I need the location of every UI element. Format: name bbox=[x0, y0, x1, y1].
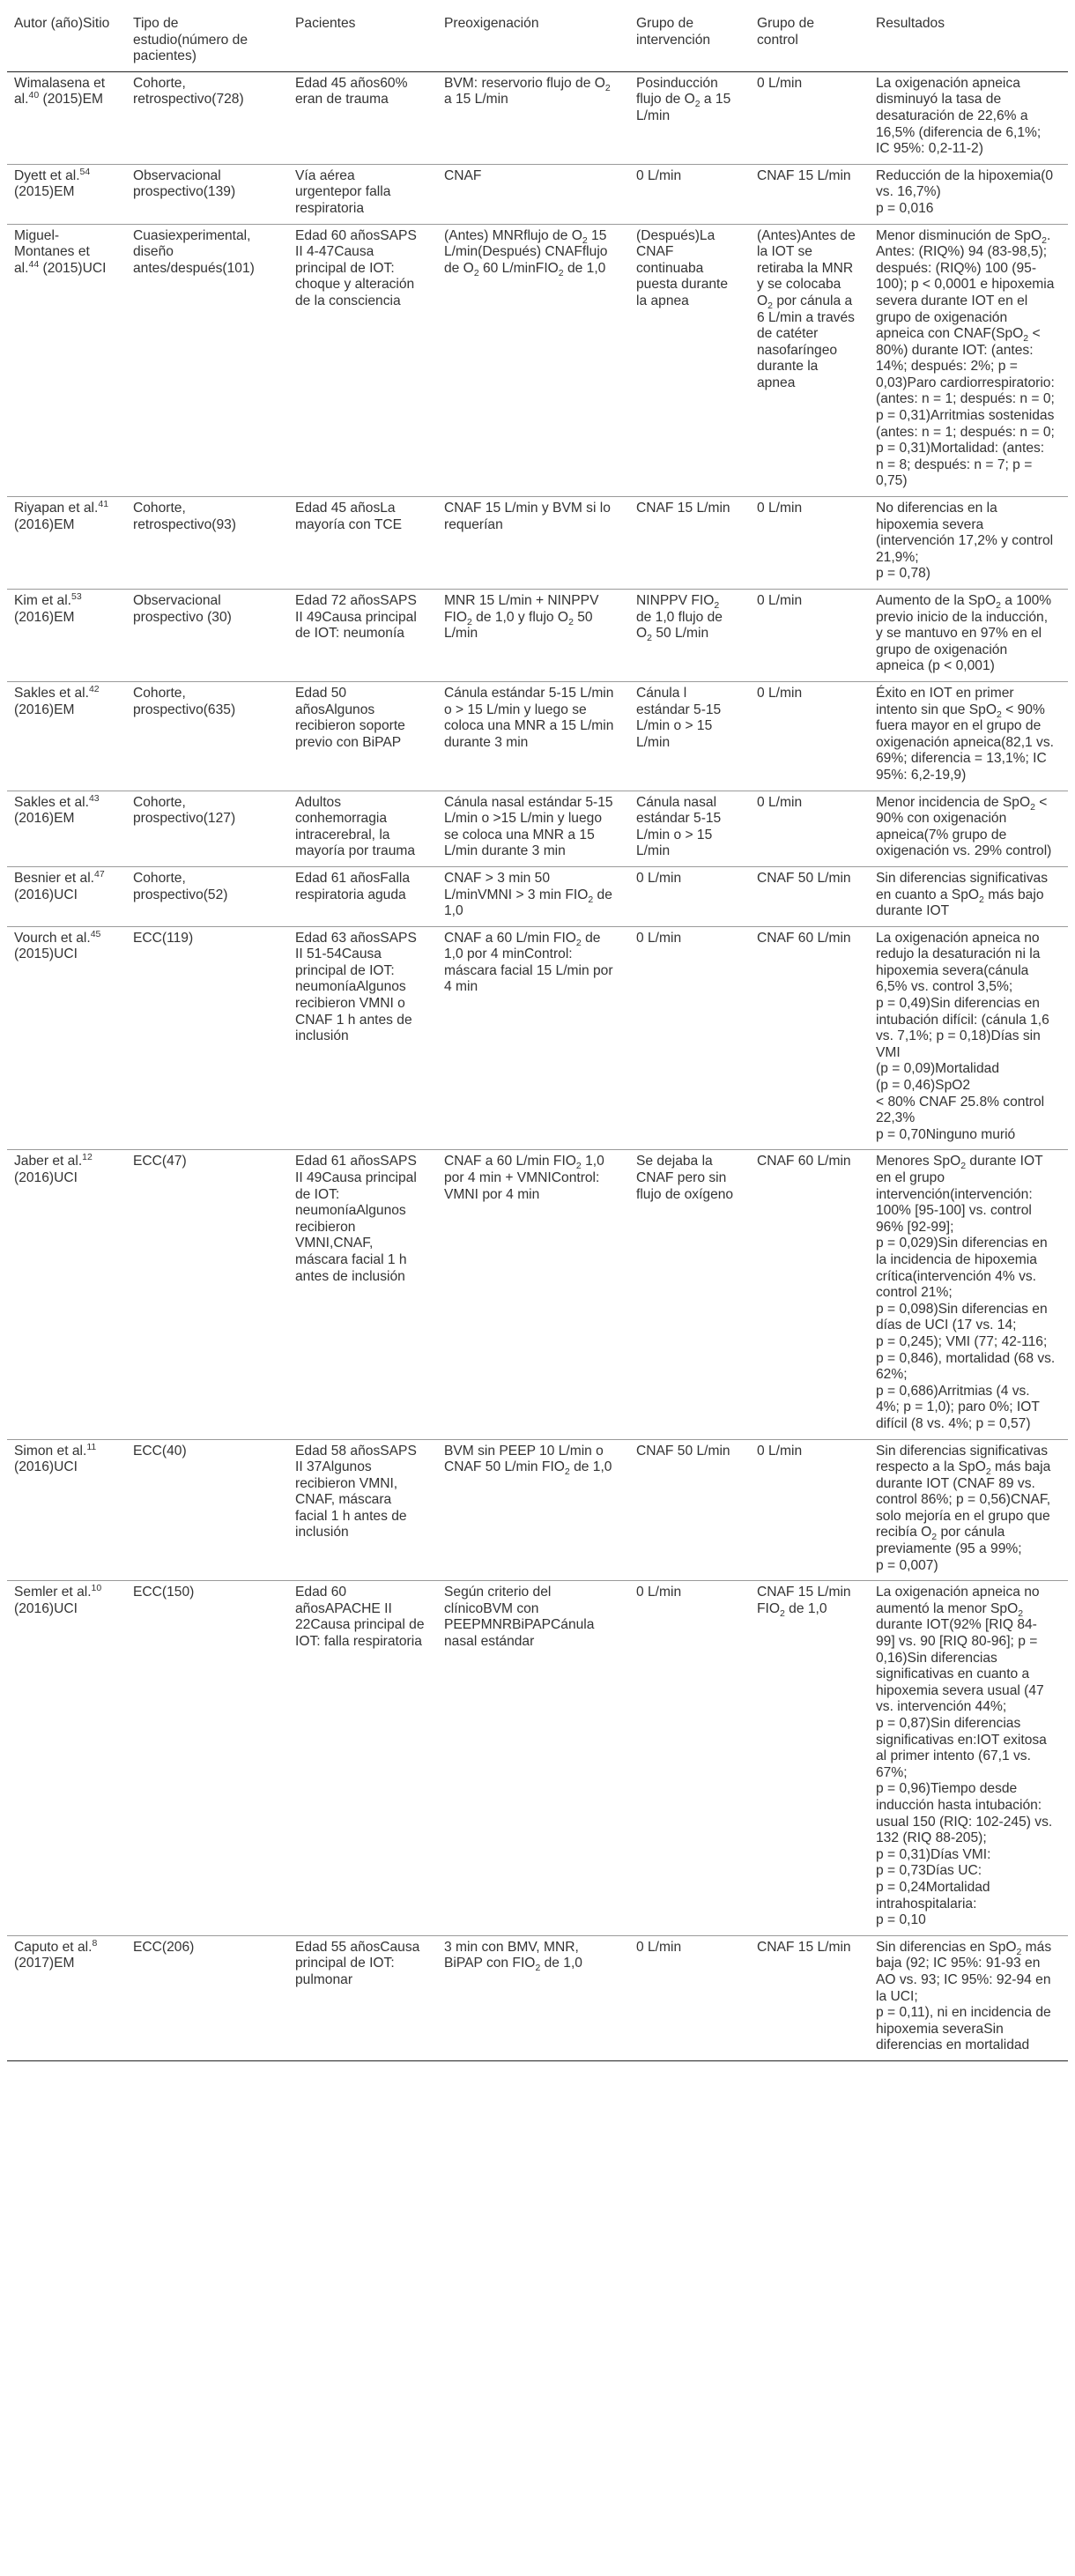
cell-intervention-group: CNAF 50 L/min bbox=[636, 1443, 730, 1459]
result-line: p = 0,31)Días VMI: bbox=[876, 1846, 991, 1862]
cell-preoxygenation: 3 min con BMV, MNR, BiPAP con $FIO_2$ de 1,0 bbox=[444, 1939, 582, 1974]
result-line: p = 0,24Mortalidad intrahospitalaria: bbox=[876, 1879, 990, 1912]
cell-intervention-group: 0 L/min bbox=[636, 1585, 682, 1600]
cell-author: Miguel-Montanes et al.$^{44}$ (2015)UCI bbox=[14, 227, 107, 276]
table-row bbox=[7, 866, 1068, 926]
cell-patients: Edad 60 añosAPACHE II 22Causa principal de IOT: falla respiratoria bbox=[295, 1585, 425, 1650]
header-control-group: Grupo de control bbox=[757, 16, 815, 48]
cell-author: Wimalasena et al.$^{40}$ (2015)EM bbox=[14, 75, 106, 108]
cell-results bbox=[869, 1935, 1068, 2060]
result-line: p = 0,098)Sin diferencias en días de UCI (17 vs. 14; bbox=[876, 1301, 1048, 1333]
result-line: p = 0,49)Sin diferencias en intubación difícil: (cánula 1,6 vs. 7,1%; p = 0,18)Días sin VMI bbox=[876, 996, 1049, 1060]
cell-author: Jaber et al.$^{12}$ (2016)UCI bbox=[14, 1152, 93, 1185]
cell-intervention-group: Se dejaba la CNAF pero sin flujo de oxígeno bbox=[636, 1154, 734, 1202]
result-line: p = 0,007) bbox=[876, 1557, 938, 1573]
result-line: p = 0,78) bbox=[876, 566, 930, 582]
cell-study-type: Cohorte, prospectivo(127) bbox=[133, 794, 236, 827]
result-line: Sin diferencias significativas en cuanto a SpO$_2$ más bajo durante IOT bbox=[876, 870, 1049, 919]
result-line: p = 0,029)Sin diferencias en la incidencia de hipoxemia crítica(intervención 4% vs. control 21%; bbox=[876, 1236, 1048, 1301]
cell-patients: Edad 72 añosSAPS II 49Causa principal de IOT: neumonía bbox=[295, 593, 417, 642]
cell-intervention-group: (Después)La CNAF continuaba puesta durante la apnea bbox=[636, 227, 729, 308]
cell-study-type: ECC(40) bbox=[133, 1443, 187, 1459]
cell-preoxygenation: MNR 15 L/min + NINPPV $FIO_2$ de 1,0 y flujo $O_2$ 50 L/min bbox=[444, 593, 599, 642]
cell-author: Semler et al.$^{10}$ (2016)UCI bbox=[14, 1583, 102, 1616]
cell-results bbox=[869, 866, 1068, 926]
cell-preoxygenation: CNAF bbox=[444, 167, 482, 183]
table-row bbox=[7, 224, 1068, 497]
cell-preoxygenation: CNAF > 3 min 50 L/minVMNI > 3 $\min FIO_2$ de 1,0 bbox=[444, 870, 612, 919]
cell-control-group: 0 L/min bbox=[757, 593, 803, 608]
result-line: p = 0,245); VMI (77; 42-116; p = 0,846), mortalidad (68 vs. 62%; bbox=[876, 1333, 1056, 1383]
table-row bbox=[7, 791, 1068, 866]
result-line: La oxigenación apneica disminuyó la tasa de desaturación de 22,6% a 16,5% (diferencia de 6,1%; IC 95%: 0,2-11-2) bbox=[876, 75, 1042, 157]
result-line: Sin diferencias significativas respecto a la SpO$_2$ más baja durante IOT (CNAF 89 vs. control 86%; p = 0,56)CNAF, solo mejoría en el grupo que recibía $O_2$ por cánula previamente (95 a 99%; bbox=[876, 1443, 1051, 1557]
cell-results bbox=[869, 71, 1068, 164]
result-line: La oxigenación apneica no aumentó la menor SpO$_2$ durante IOT(92% [RIQ 84-99] vs. 90 [RIQ 80-96]; p = 0,16)Sin diferencias significativas en cuanto a hipoxemia severa usual (47 vs. intervención 44%; bbox=[876, 1585, 1044, 1715]
cell-intervention-group: Cánula l estándar 5-15 L/min o > 15 L/min bbox=[636, 685, 722, 750]
cell-intervention-group: 0 L/min bbox=[636, 870, 682, 886]
cell-study-type: ECC(119) bbox=[133, 930, 194, 946]
cell-patients: Edad 50 añosAlgunos recibieron soporte previo con BiPAP bbox=[295, 685, 405, 750]
cell-control-group: CNAF 60 L/min bbox=[757, 930, 851, 946]
result-line: (p = 0,46)SpO2 bbox=[876, 1078, 971, 1094]
cell-preoxygenation: CNAF a 60 L/min $FIO_2$ 1,0 por 4 min + VMNIControl: VMNI por 4 min bbox=[444, 1154, 604, 1202]
cell-study-type: ECC(150) bbox=[133, 1585, 195, 1600]
cell-patients: Edad 58 añosSAPS II 37Algunos recibieron VMNI, CNAF, máscara facial 1 h antes de inclusión bbox=[295, 1443, 417, 1540]
header-row bbox=[7, 12, 1068, 71]
cell-preoxygenation: BVM sin PEEP 10 L/min o CNAF 50 L/min $FIO_2$ de 1,0 bbox=[444, 1443, 612, 1478]
table-row bbox=[7, 1581, 1068, 1935]
table-row bbox=[7, 71, 1068, 164]
cell-preoxygenation: Cánula estándar 5-15 L/min o > 15 L/min y luego se coloca una MNR a 15 L/min durante 3 min bbox=[444, 685, 614, 750]
table-row bbox=[7, 1150, 1068, 1439]
result-line: < 80% CNAF 25.8% control 22,3% bbox=[876, 1094, 1045, 1126]
result-line: p = 0,016 bbox=[876, 200, 934, 216]
cell-results bbox=[869, 497, 1068, 590]
cell-author: Simon et al.$^{11}$ (2016)UCI bbox=[14, 1441, 97, 1475]
result-line: (p = 0,09)Mortalidad bbox=[876, 1061, 999, 1077]
cell-study-type: Cohorte, retrospectivo(93) bbox=[133, 501, 236, 532]
cell-control-group: 0 L/min bbox=[757, 685, 803, 701]
cell-results bbox=[869, 791, 1068, 866]
result-line: Éxito en IOT en primer intento sin que SpO$_2$ < 90% fuera mayor en el grupo de oxigenación apneica(82,1 vs. 69%; diferencia = 13,1%; IC 95%: 6,2-19,9) bbox=[876, 685, 1054, 783]
cell-intervention-group: CNAF 15 L/min bbox=[636, 501, 730, 516]
result-line: Menor disminución de SpO$_2$. Antes: (RIQ%) 94 (83-98,5); después: (RIQ%) 100 (95-100); p < 0,0001 e hipoxemia severa durante IOT en el grupo de oxigenación apneica con CNAF(SpO$_2$ < 80%) durante IOT: (antes: 14%; después: 2%; p = 0,03)Paro cardiorrespiratorio: (antes: n = 1; después: n = 0; p = 0,31)Arritmias sostenidas (antes: n = 1; después: n = 0; p = 0,31)Mortalidad: (antes: n = 8; después: n = 7; p = 0,75) bbox=[876, 227, 1055, 489]
table-body bbox=[7, 71, 1068, 2060]
table-row bbox=[7, 1935, 1068, 2060]
header-intervention-group: Grupo de intervención bbox=[636, 16, 711, 48]
cell-study-type: ECC(206) bbox=[133, 1939, 195, 1955]
cell-author: Dyett et al.$^{54}$ (2015)EM bbox=[14, 166, 91, 200]
table-row bbox=[7, 1439, 1068, 1581]
cell-patients: Edad 61 añosSAPS II 49Causa principal de IOT: neumoníaAlgunos recibieron VMNI,CNAF, máscara facial 1 h antes de inclusión bbox=[295, 1154, 417, 1284]
cell-control-group: CNAF 60 L/min bbox=[757, 1154, 851, 1169]
cell-control-group: CNAF 15 L/min bbox=[757, 167, 851, 183]
cell-control-group: 0 L/min bbox=[757, 794, 803, 810]
cell-author: Sakles et al.$^{42}$ (2016)EM bbox=[14, 683, 100, 717]
cell-control-group: 0 L/min bbox=[757, 501, 803, 516]
header-author: Autor (año)Sitio bbox=[14, 16, 110, 31]
studies-table bbox=[7, 12, 1068, 2061]
result-line: La oxigenación apneica no redujo la desaturación ni la hipoxemia severa(cánula 6,5% vs. control 3,5%; bbox=[876, 930, 1041, 995]
cell-results bbox=[869, 224, 1068, 497]
cell-results bbox=[869, 681, 1068, 791]
cell-results bbox=[869, 926, 1068, 1150]
cell-patients: Edad 55 añosCausa principal de IOT: pulmonar bbox=[295, 1939, 420, 1987]
header-patients: Pacientes bbox=[295, 16, 356, 31]
cell-study-type: Cohorte, prospectivo(52) bbox=[133, 870, 228, 902]
cell-results bbox=[869, 590, 1068, 682]
table-header bbox=[7, 12, 1068, 71]
cell-patients: Edad 45 años60% eran de trauma bbox=[295, 75, 408, 108]
table-row bbox=[7, 164, 1068, 224]
header-preoxygenation: Preoxigenación bbox=[444, 16, 539, 31]
cell-control-group: 0 L/min bbox=[757, 75, 803, 91]
cell-control-group: CNAF 15 L/min bbox=[757, 1939, 851, 1955]
cell-preoxygenation: CNAF 15 L/min y BVM si lo requerían bbox=[444, 501, 611, 532]
table-row bbox=[7, 590, 1068, 682]
cell-patients: Edad 63 añosSAPS II 51-54Causa principal de IOT: neumoníaAlgunos recibieron VMNI o CNAF 1 h antes de inclusión bbox=[295, 930, 417, 1044]
cell-preoxygenation: (Antes) MNRflujo de $O_2$ 15 L/min(Después) CNAFflujo de $O_2$ 60 L/minFIO$_2$ de 1,0 bbox=[444, 227, 608, 278]
cell-study-type: ECC(47) bbox=[133, 1154, 187, 1169]
cell-control-group: (Antes)Antes de la IOT se retiraba la MNR y se colocaba $O_2$ por cánula a 6 L/min a través de catéter nasofaríngeo durante la apnea bbox=[757, 227, 856, 390]
result-line: p = 0,11), ni en incidencia de hipoxemia severaSin diferencias en mortalidad bbox=[876, 2005, 1051, 2053]
cell-author: Kim et al.$^{53}$ (2016)EM bbox=[14, 590, 82, 625]
result-line: Sin diferencias en SpO$_2$ más baja (92; IC 95%: 91-93 en AO vs. 93; IC 95%: 92-94 en la UCI; bbox=[876, 1939, 1052, 2004]
cell-intervention-group: 0 L/min bbox=[636, 930, 682, 946]
header-results: Resultados bbox=[876, 16, 945, 31]
cell-preoxygenation: BVM: reservorio flujo de $O_2$ a 15 L/min bbox=[444, 75, 611, 108]
table-row bbox=[7, 926, 1068, 1150]
cell-study-type: Cuasiexperimental, diseño antes/después(101) bbox=[133, 227, 255, 276]
cell-preoxygenation: CNAF a 60 L/min $FIO_2$ de 1,0 por 4 minControl: máscara facial 15 L/min por 4 min bbox=[444, 930, 613, 995]
cell-intervention-group: Posinducción flujo de $O_2$ a 15 L/min bbox=[636, 75, 731, 123]
cell-author: Sakles et al.$^{43}$ (2016)EM bbox=[14, 792, 100, 827]
cell-intervention-group: NINPPV $FIO_2$ de 1,0 flujo de $O_2$ 50 L/min bbox=[636, 593, 723, 644]
result-line: p = 0,87)Sin diferencias significativas en:IOT exitosa al primer intento (67,1 vs. 67%; bbox=[876, 1716, 1047, 1780]
cell-intervention-group: 0 L/min bbox=[636, 1939, 682, 1955]
cell-patients: Adultos conhemorragia intracerebral, la mayoría por trauma bbox=[295, 794, 416, 859]
result-line: Aumento de la SpO$_2$ a 100% previo inicio de la inducción, y se mantuvo en 97% en el grupo de oxigenación apneica (p < 0,001) bbox=[876, 593, 1052, 674]
cell-results bbox=[869, 164, 1068, 224]
result-line: p = 0,73Días UC: bbox=[876, 1863, 982, 1879]
cell-study-type: Observacional prospectivo (30) bbox=[133, 593, 232, 625]
result-line: Menor incidencia de SpO$_2$ < 90% con oxigenación apneica(7% grupo de oxigenación vs. 29% control) bbox=[876, 794, 1052, 859]
cell-author: Vourch et al.$^{45}$ (2015)UCI bbox=[14, 928, 101, 962]
result-line: Reducción de la hipoxemia(0 vs. 16,7%) bbox=[876, 167, 1054, 200]
cell-control-group: 0 L/min bbox=[757, 1443, 803, 1459]
header-study-type: Tipo de estudio(número de pacientes) bbox=[133, 16, 248, 64]
cell-author: Caputo et al.$^8$ (2017)EM bbox=[14, 1937, 98, 1971]
cell-patients: Edad 61 añosFalla respiratoria aguda bbox=[295, 870, 411, 902]
cell-study-type: Cohorte, retrospectivo(728) bbox=[133, 75, 244, 108]
result-line: p = 0,10 bbox=[876, 1912, 926, 1928]
cell-study-type: Cohorte, prospectivo(635) bbox=[133, 685, 236, 717]
cell-control-group: CNAF 50 L/min bbox=[757, 870, 851, 886]
result-line: p = 0,70Ninguno murió bbox=[876, 1126, 1016, 1142]
cell-patients: Vía aérea urgentepor falla respiratoria bbox=[295, 167, 391, 216]
cell-patients: Edad 60 añosSAPS II 4-47Causa principal de IOT: choque y alteración de la consciencia bbox=[295, 227, 417, 308]
cell-results bbox=[869, 1581, 1068, 1935]
result-line: p = 0,686)Arritmias (4 vs. 4%; p = 1,0); paro 0%; IOT difícil (8 vs. 4%; p = 0,57) bbox=[876, 1383, 1040, 1431]
result-line: Menores SpO$_2$ durante IOT en el grupo intervención(intervención: 100% [95-100] vs. control 96% [92-99]; bbox=[876, 1154, 1043, 1235]
result-line: No diferencias en la hipoxemia severa (intervención 17,2% y control 21,9%; bbox=[876, 501, 1054, 565]
cell-author: Riyapan et al.$^{41}$ (2016)EM bbox=[14, 498, 109, 532]
cell-intervention-group: Cánula nasal estándar 5-15 L/min o > 15 L/min bbox=[636, 794, 722, 859]
cell-preoxygenation: Cánula nasal estándar 5-15 L/min o >15 L/min y luego se coloca una MNR a 15 L/min durante 3 min bbox=[444, 794, 613, 859]
cell-author: Besnier et al.$^{47}$ (2016)UCI bbox=[14, 868, 105, 902]
cell-intervention-group: 0 L/min bbox=[636, 167, 682, 183]
cell-study-type: Observacional prospectivo(139) bbox=[133, 167, 236, 200]
table-row bbox=[7, 681, 1068, 791]
cell-control-group: CNAF 15 L/min $FIO_2$ de 1,0 bbox=[757, 1585, 851, 1619]
table-row bbox=[7, 497, 1068, 590]
cell-results bbox=[869, 1150, 1068, 1439]
result-line: p = 0,96)Tiempo desde inducción hasta intubación: usual 150 (RIQ: 102-245) vs. 132 (RIQ 88-205); bbox=[876, 1781, 1053, 1846]
cell-preoxygenation: Según criterio del clínicoBVM con PEEPMNRBiPAPCánula nasal estándar bbox=[444, 1585, 595, 1650]
cell-results bbox=[869, 1439, 1068, 1581]
cell-patients: Edad 45 añosLa mayoría con TCE bbox=[295, 501, 403, 532]
